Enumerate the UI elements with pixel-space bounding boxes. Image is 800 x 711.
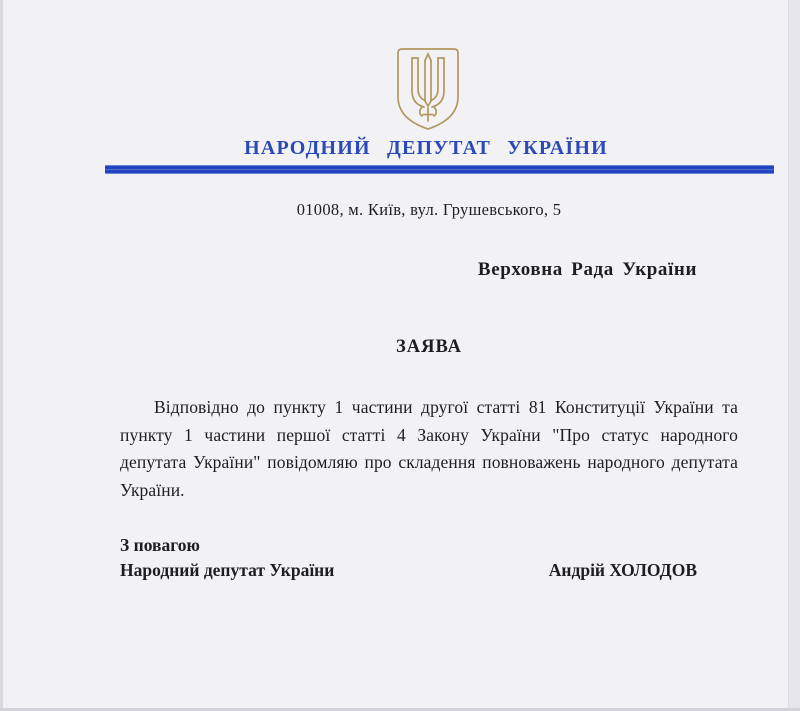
closing-line: З повагою: [120, 535, 200, 555]
body-paragraph: Відповідно до пункту 1 частини другої статті 81 Конституції України та пункту 1 частини першої статті 4 Закону України "Про статус народного депутата України" повідомляю про складення повноважень народного депутата України.: [120, 397, 738, 500]
letterhead-address: 01008, м. Київ, вул. Грушевського, 5: [296, 200, 562, 219]
letterhead-rule: [105, 165, 774, 174]
page-right-edge: [788, 0, 800, 711]
letterhead-title: НАРОДНИЙ ДЕПУТАТ УКРАЇНИ: [244, 137, 608, 159]
recipient-line: Верховна Рада України: [477, 259, 697, 280]
document-title: ЗАЯВА: [395, 337, 463, 357]
signer-name: Андрій ХОЛОДОВ: [548, 560, 697, 580]
ukraine-trident-emblem-icon: [392, 45, 464, 133]
page-left-edge: [0, 0, 3, 711]
signer-title: Народний депутат України: [120, 560, 335, 580]
signature-row: [120, 560, 697, 581]
